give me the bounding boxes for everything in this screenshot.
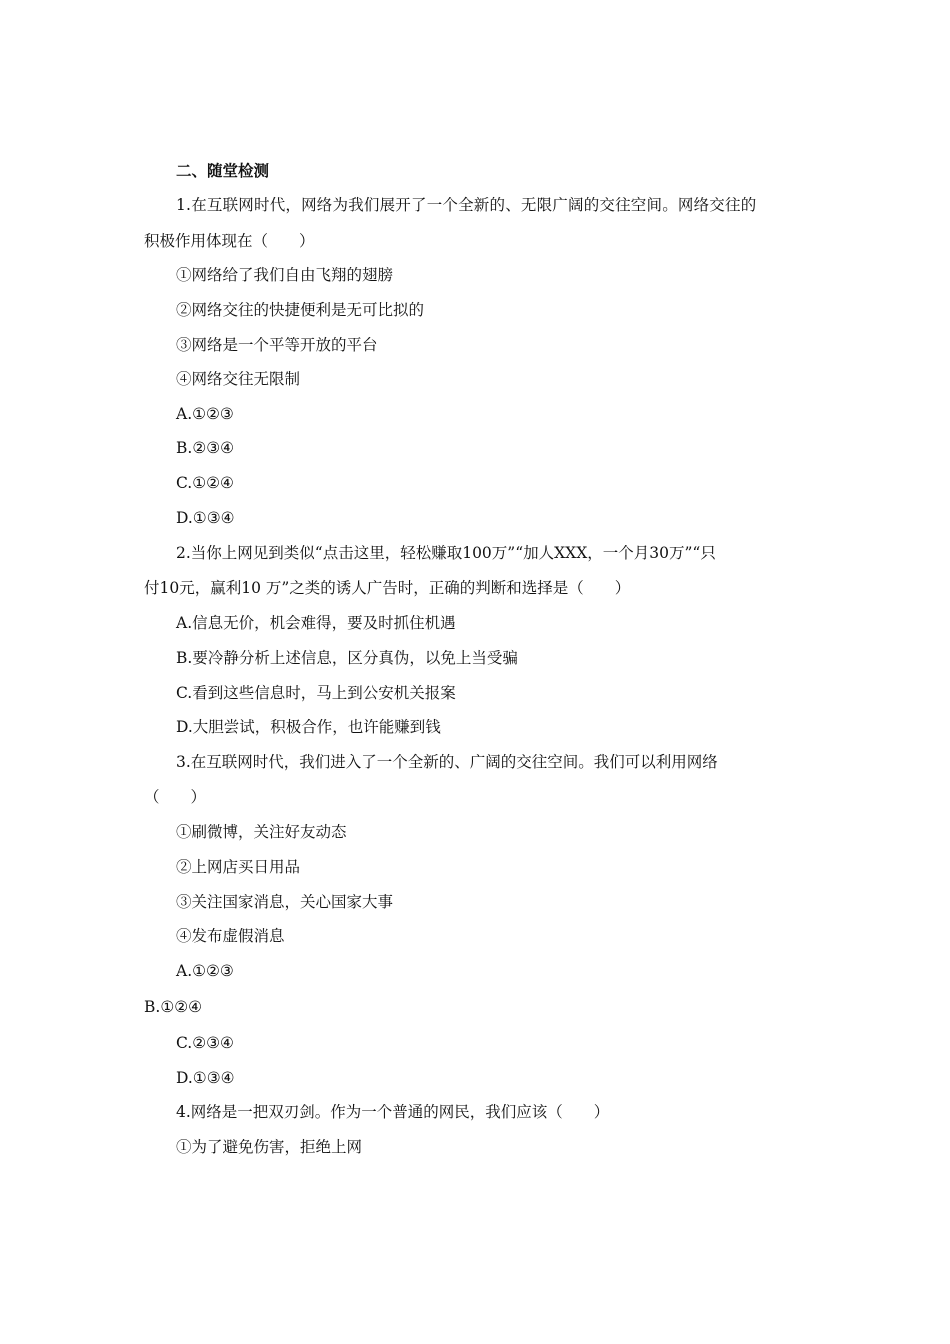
question-3-option-c: C.②③④	[176, 1034, 234, 1052]
question-2-option-d: D.大胆尝试，积极合作，也许能赚到钱	[176, 718, 441, 736]
question-2-option-b: B.要冷静分析上述信息，区分真伪，以免上当受骗	[176, 649, 518, 667]
question-1-option-c: C.①②④	[176, 474, 234, 492]
question-1-option-a: A.①②③	[176, 405, 234, 423]
question-2-option-c: C.看到这些信息时，马上到公安机关报案	[176, 684, 456, 702]
question-1-item: ③网络是一个平等开放的平台	[176, 336, 378, 354]
question-4-text: 4.网络是一把双刃剑。作为一个普通的网民，我们应该（ ）	[176, 1103, 610, 1121]
question-1-item: ①网络给了我们自由飞翔的翅膀	[176, 266, 394, 284]
question-3-item: ④发布虚假消息	[176, 927, 285, 945]
question-1-option-d: D.①③④	[176, 509, 235, 527]
question-2-option-a: A.信息无价，机会难得，要及时抓住机遇	[176, 614, 456, 632]
question-3-option-a: A.①②③	[176, 962, 234, 980]
question-2-text-cont: 付10元，赢利10 万”之类的诱人广告时，正确的判断和选择是（ ）	[144, 579, 631, 597]
question-1-text-cont: 积极作用体现在（ ）	[144, 232, 315, 250]
question-1-text: 1.在互联网时代，网络为我们展开了一个全新的、无限广阔的交往空间。网络交往的	[176, 196, 757, 214]
question-3-item: ②上网店买日用品	[176, 858, 301, 876]
question-3-option-d: D.①③④	[176, 1069, 235, 1087]
question-4-item: ①为了避免伤害，拒绝上网	[176, 1138, 363, 1156]
question-3-item: ③关注国家消息，关心国家大事	[176, 893, 394, 911]
question-3-text: 3.在互联网时代，我们进入了一个全新的、广阔的交往空间。我们可以利用网络	[176, 753, 718, 771]
section-title: 二、随堂检测	[176, 162, 270, 180]
question-2-text: 2.当你上网见到类似“点击这里，轻松赚取100万”“加人XXX，一个月30万”“只	[176, 544, 716, 562]
question-1-item: ④网络交往无限制	[176, 370, 301, 388]
question-1-option-b: B.②③④	[176, 439, 235, 457]
question-3-text-cont: （ ）	[144, 788, 207, 806]
question-3-option-b: B.①②④	[144, 998, 203, 1016]
question-3-item: ①刷微博，关注好友动态	[176, 823, 347, 841]
question-1-item: ②网络交往的快捷便利是无可比拟的	[176, 301, 425, 319]
